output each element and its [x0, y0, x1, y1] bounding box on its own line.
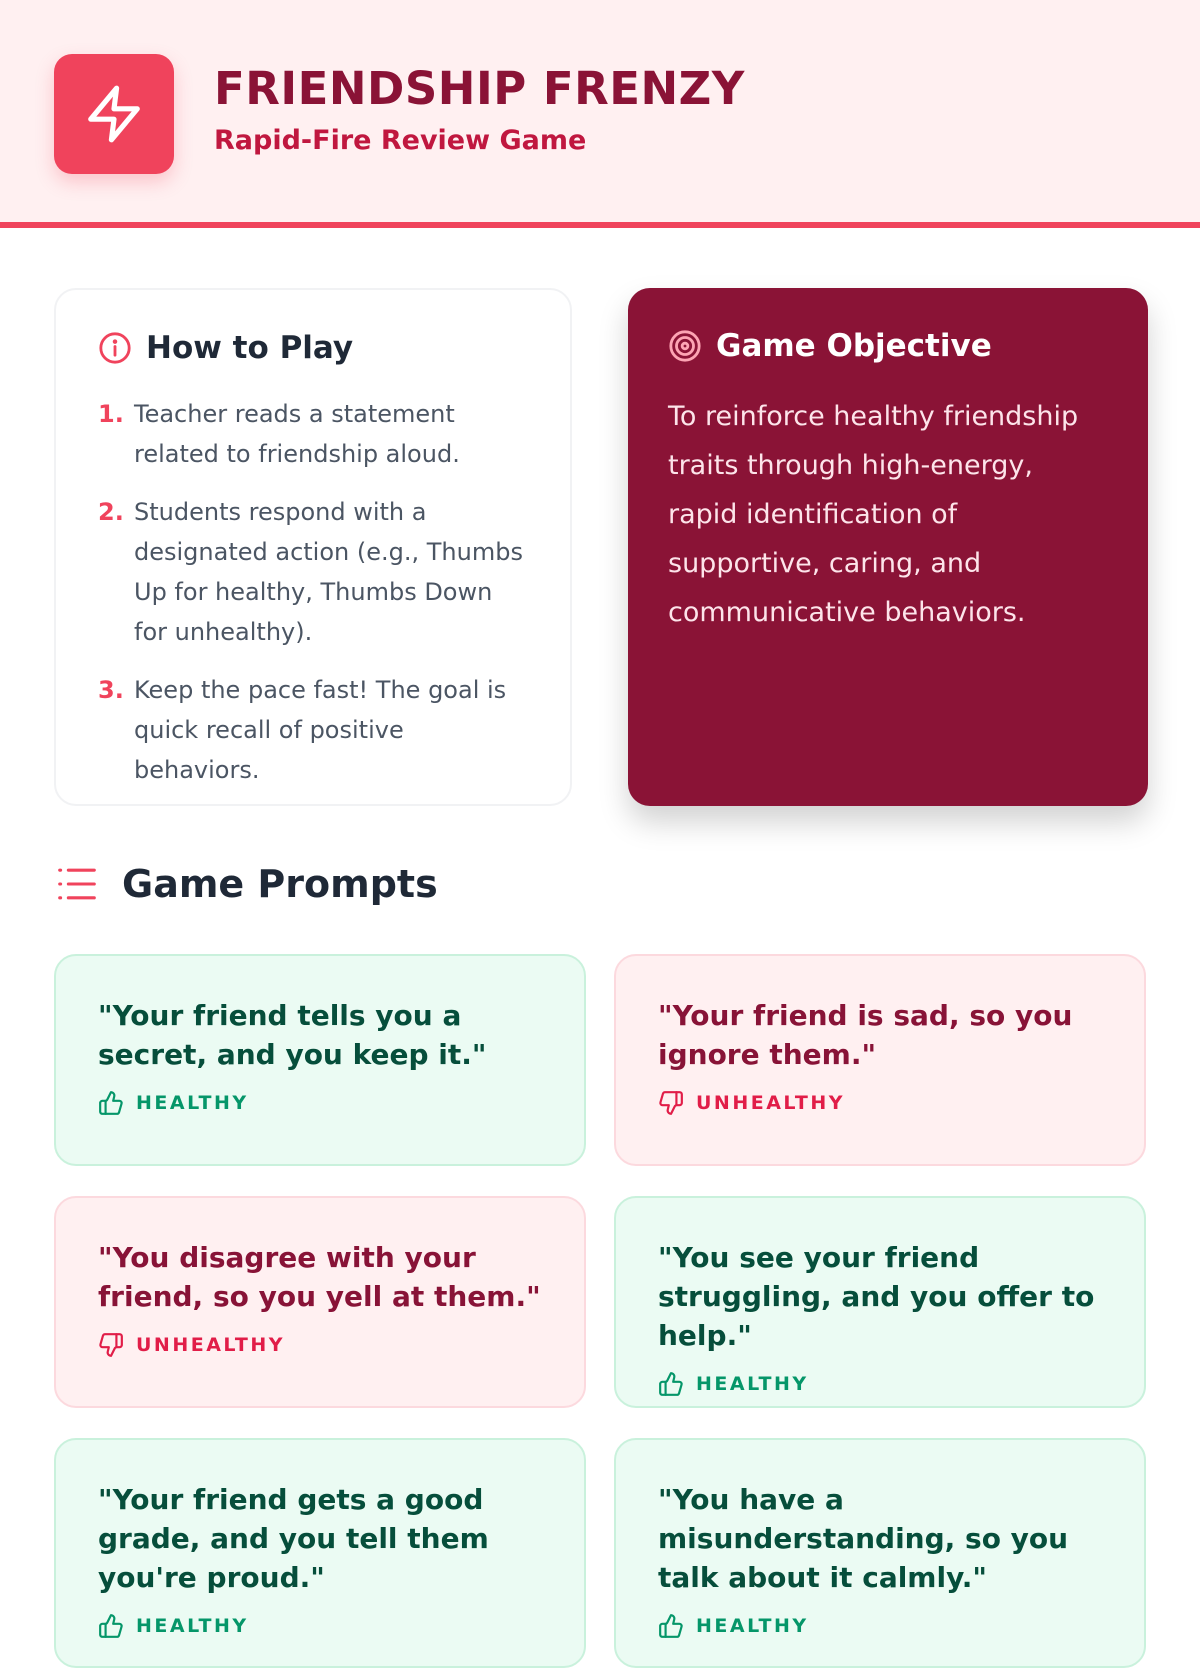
- page-title: FRIENDSHIP FRENZY: [214, 62, 745, 115]
- verdict-badge: [98, 1332, 544, 1358]
- verdict-badge: [658, 1371, 1104, 1397]
- step-item: [98, 394, 528, 474]
- info-icon: [98, 331, 132, 365]
- thumbs-up-icon: [98, 1613, 124, 1639]
- how-to-play-steps: [98, 394, 528, 790]
- how-to-play-card: [54, 288, 572, 806]
- prompt-card: [54, 954, 586, 1166]
- verdict-badge: [658, 1090, 1104, 1116]
- page-subtitle: Rapid-Fire Review Game: [214, 125, 587, 156]
- verdict-badge: [98, 1613, 544, 1639]
- step-item: [98, 670, 528, 790]
- verdict-label: HEALTHY: [136, 1615, 249, 1637]
- verdict-label: HEALTHY: [696, 1615, 809, 1637]
- thumbs-down-icon: [98, 1332, 124, 1358]
- prompt-card: [54, 1196, 586, 1408]
- verdict-label: UNHEALTHY: [696, 1092, 845, 1114]
- step-number: 1.: [98, 400, 124, 428]
- prompt-card: [614, 954, 1146, 1166]
- prompt-card: [614, 1196, 1146, 1408]
- prompt-card: [54, 1438, 586, 1668]
- prompt-text: "You see your friend struggling, and you offer to help.": [658, 1241, 1095, 1352]
- verdict-label: HEALTHY: [136, 1092, 249, 1114]
- step-number: 3.: [98, 676, 124, 704]
- thumbs-down-icon: [658, 1090, 684, 1116]
- verdict-badge: [98, 1090, 544, 1116]
- game-objective-text: To reinforce healthy friendship traits through high-energy, rapid identification of supportive, caring, and communicative behaviors.: [668, 401, 1079, 628]
- list-icon: [56, 865, 98, 903]
- thumbs-up-icon: [658, 1613, 684, 1639]
- step-text: Keep the pace fast! The goal is quick recall of positive behaviors.: [134, 676, 507, 784]
- target-icon: [668, 329, 702, 363]
- step-text: Teacher reads a statement related to friendship aloud.: [134, 400, 460, 468]
- page-header: [0, 0, 1200, 228]
- prompt-text: "You disagree with your friend, so you yell at them.": [98, 1241, 541, 1313]
- verdict-label: UNHEALTHY: [136, 1334, 285, 1356]
- logo: [54, 54, 174, 174]
- lightning-bolt-icon: [83, 83, 145, 145]
- prompt-text: "Your friend is sad, so you ignore them.": [658, 999, 1073, 1071]
- thumbs-up-icon: [658, 1371, 684, 1397]
- how-to-play-title: How to Play: [146, 330, 354, 366]
- prompt-text: "You have a misunderstanding, so you talk about it calmly.": [658, 1483, 1069, 1594]
- prompt-text: "Your friend tells you a secret, and you keep it.": [98, 999, 487, 1071]
- thumbs-up-icon: [98, 1090, 124, 1116]
- game-prompts-title: Game Prompts: [122, 862, 438, 906]
- prompt-card: [614, 1438, 1146, 1668]
- step-number: 2.: [98, 498, 124, 526]
- verdict-badge: [658, 1613, 1104, 1639]
- step-text: Students respond with a designated action (e.g., Thumbs Up for healthy, Thumbs Down for unhealthy).: [134, 498, 523, 646]
- verdict-label: HEALTHY: [696, 1373, 809, 1395]
- game-objective-card: [628, 288, 1148, 806]
- game-prompts-heading: [56, 862, 438, 906]
- game-objective-title: Game Objective: [716, 328, 992, 364]
- step-item: [98, 492, 528, 652]
- prompt-text: "Your friend gets a good grade, and you tell them you're proud.": [98, 1483, 489, 1594]
